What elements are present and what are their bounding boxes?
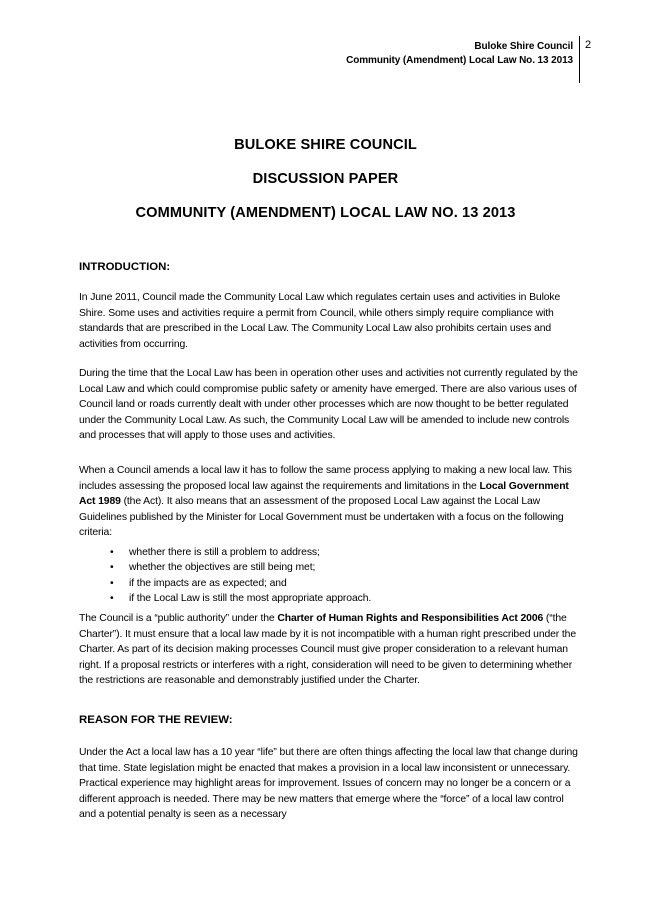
charter-reference: Charter of Human Rights and Responsibilities Act 2006 <box>277 613 544 624</box>
header-document-title: Community (Amendment) Local Law No. 13 2013 <box>346 55 573 66</box>
title-discussion-paper: DISCUSSION PAPER <box>252 171 399 187</box>
running-header <box>346 40 573 68</box>
review-paragraph-1: Under the Act a local law has a 10 year “life” but there are often things affecting the local law that change during that time. State legislation might be enacted that makes a provision in a local law inconsistent or unnecessary. Practical experience may highlight areas for improvement. Issues of concern may no longer be a concern or a different approach is needed. There may be new matters that emerge where the “force” of a local law control and a potential penalty is seen as a necessary <box>79 747 578 820</box>
intro-paragraph-2: During the time that the Local Law has been in operation other uses and activities not currently regulated by the Local Law and which could compromise public safety or amenity have emerged. There are also various uses of Council land or roads currently dealt with under other processes which are now thought to be better regulated under the Community Local Law. As such, the Community Local Law will be amended to include new controls and processes that will apply to those uses and activities. <box>79 368 578 441</box>
bullet-icon: • <box>110 547 114 558</box>
p4-text-a: The Council is a “public authority” under the <box>79 613 278 624</box>
title-local-law: COMMUNITY (AMENDMENT) LOCAL LAW NO. 13 2013 <box>135 205 516 221</box>
header-organisation: Buloke Shire Council <box>474 41 573 52</box>
list-item: • if the impacts are as expected; and <box>79 576 579 591</box>
page-number: 2 <box>585 39 592 51</box>
title-council: BULOKE SHIRE COUNCIL <box>234 137 417 153</box>
list-item: • whether the objectives are still being met; <box>79 560 579 575</box>
intro-paragraph-4 <box>79 611 579 689</box>
header-divider <box>579 36 580 83</box>
intro-paragraph-1: In June 2011, Council made the Community Local Law which regulates certain uses and activities in Buloke Shire. Some uses and activities require a permit from Council, while others simply require compliance with standards that are prescribed in the Local Law. The Community Local Law also prohibits certain uses and activities from occurring. <box>79 292 561 350</box>
heading-introduction: INTRODUCTION: <box>79 261 171 273</box>
list-item: • whether there is still a problem to address; <box>79 545 579 560</box>
bullet-icon: • <box>110 593 114 605</box>
p4-text-c: (“the Charter”). It must ensure that a local law made by it is not incompatible with a human right prescribed under the Charter. As part of its decision making processes Council must give proper consideration to a relevant human right. If a proposal restricts or interferes with a right, consideration will need to be given to determining whether the restrictions are reasonable and demonstrably justified under the Charter. <box>79 613 576 686</box>
heading-reason-for-review: REASON FOR THE REVIEW: <box>79 714 233 726</box>
p3-text-a: When a Council amends a local law it has to follow the same process applying to making a new local law. This includes assessing the proposed local law against the requirements and limitations in the <box>79 465 572 492</box>
bullet-icon: • <box>110 562 114 574</box>
p3-text-c: (the Act). It also means that an assessment of the proposed Local Law against the Local Law Guidelines published by the Minister for Local Government must be undertaken with a focus on the following criteria: <box>79 496 564 538</box>
act-reference: Local Government Act 1989 <box>79 480 569 507</box>
intro-paragraph-3 <box>79 463 579 541</box>
list-item: • if the Local Law is still the most appropriate approach. <box>79 591 579 606</box>
bullet-icon: • <box>110 577 114 589</box>
criteria-list <box>79 545 579 607</box>
